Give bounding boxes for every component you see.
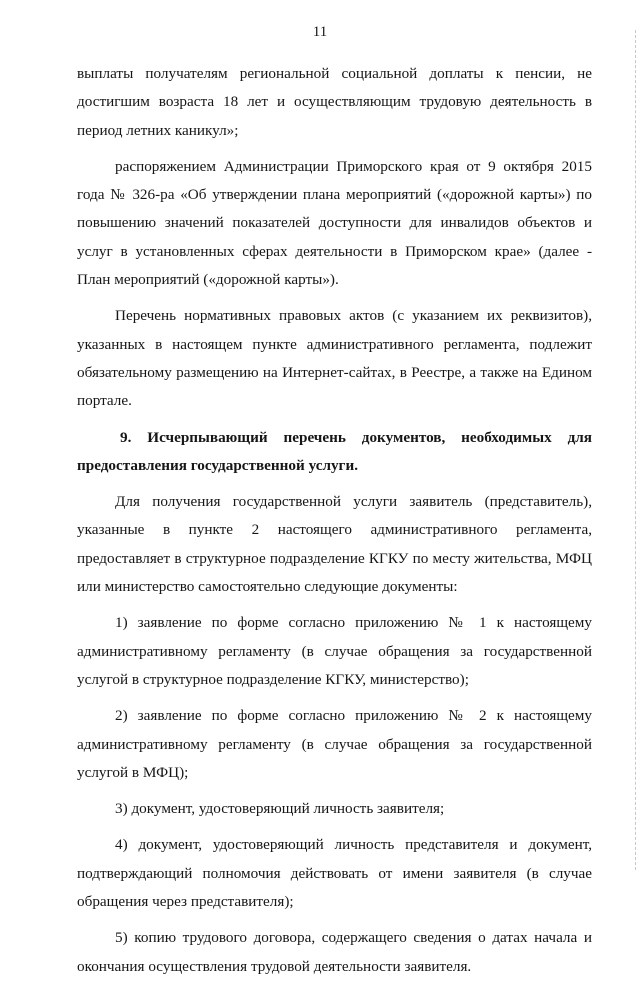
list-item: 3) документ, удостоверяющий личность заявителя; <box>115 800 445 818</box>
list-item: 2) заявление по форме согласно приложению № 2 к настоящему административному регламенту (в случае обращения за государственной услугой в МФЦ); <box>77 707 592 781</box>
section-heading: 9. Исчерпывающий перечень документов, необходимых для предоставления государственной услуги. <box>77 428 592 474</box>
paragraph-acts-list: Перечень нормативных правовых актов (с указанием их реквизитов), указанных в настоящем пункте административного регламента, подлежит обязательному размещению на Интернет-сайтах, в Реестре, а также на Едином портале. <box>77 307 592 410</box>
document-body <box>77 60 592 981</box>
list-item: 4) документ, удостоверяющий личность представителя и документ, подтверждающий полномочия действовать от имени заявителя (в случае обращения через представителя); <box>77 836 592 911</box>
list-item: 5) копию трудового договора, содержащего сведения о датах начала и окончания осуществления трудовой деятельности заявителя. <box>77 929 592 975</box>
list-item: 1) заявление по форме согласно приложению № 1 к настоящему административному регламенту (в случае обращения за государственной услугой в структурное подразделение КГКУ, министерство); <box>77 614 592 688</box>
page-number: 11 <box>312 24 328 40</box>
paragraph-regulation-order: распоряжением Администрации Приморского края от 9 октября 2015 года № 326-ра «Об утверждении плана мероприятий («дорожной карты») по повышению значений показателей доступности для инвалидов объектов и услуг в установленных сферах деятельности в Приморском крае» (далее - План мероприятий («дорожной карты»). <box>77 157 592 289</box>
paragraph-continuation: выплаты получателям региональной социальной доплаты к пенсии, не достигшим возраста 18 лет и осуществляющим трудовую деятельность в период летних каникул»; <box>77 65 592 139</box>
paragraph-documents-intro: Для получения государственной услуги заявитель (представитель), указанные в пункте 2 настоящего административного регламента, предоставляет в структурное подразделение КГКУ по месту жительства, МФЦ или министерство самостоятельно следующие документы: <box>77 493 592 596</box>
scan-margin-line <box>635 30 636 870</box>
